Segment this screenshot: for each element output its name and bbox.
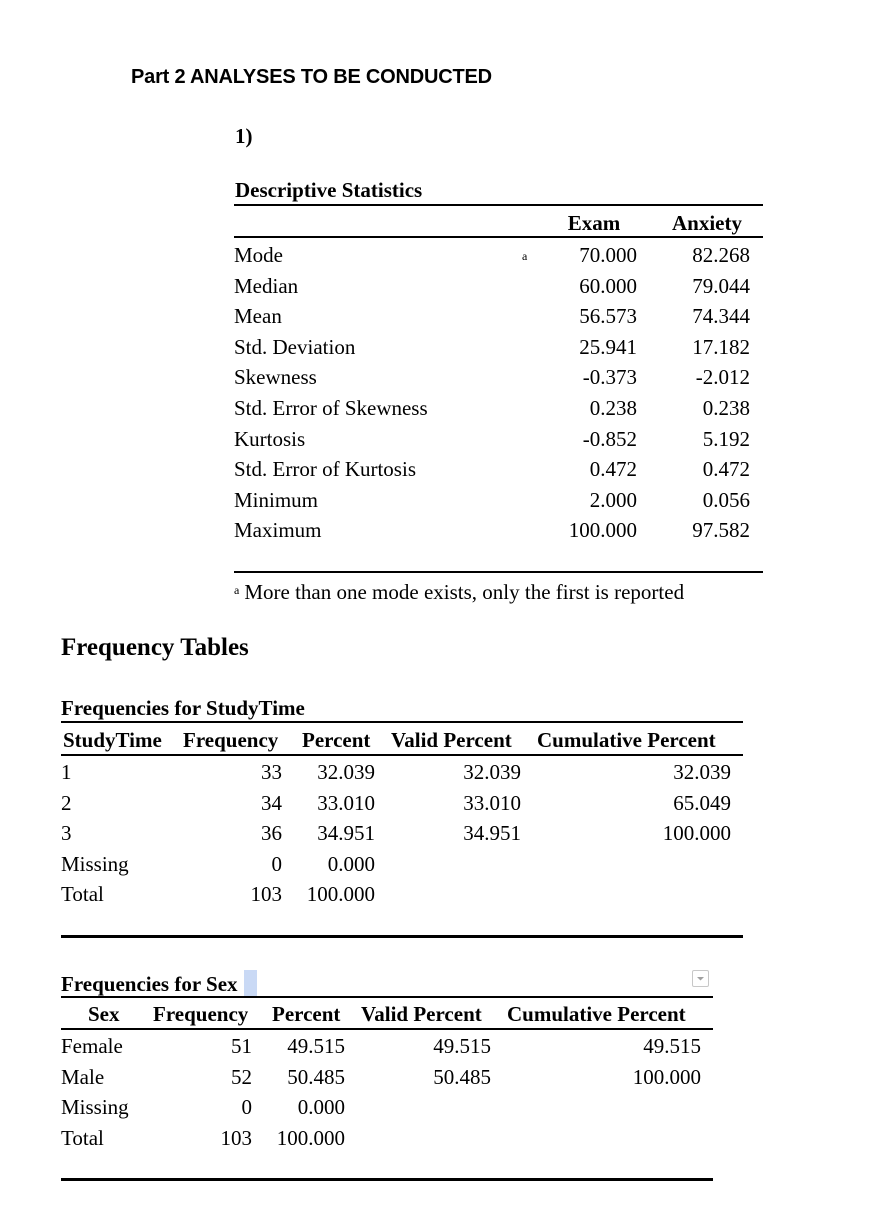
studytime-header-level: StudyTime: [63, 728, 162, 752]
percent-cell: 32.039: [317, 760, 375, 784]
row-label: Kurtosis: [234, 426, 306, 451]
exam-value: 56.573: [579, 304, 637, 329]
question-number: 1): [235, 124, 253, 148]
frequency-cell: 103: [250, 882, 282, 907]
sex-header-valid-percent: Valid Percent: [361, 1002, 482, 1026]
valid-percent-cell: 32.039: [463, 760, 521, 784]
studytime-header-rule: [61, 754, 743, 756]
level-cell: Missing: [61, 1095, 129, 1120]
row-label: Minimum: [234, 487, 319, 512]
sex-table-title: [61, 970, 257, 996]
studytime-bottom-rule: [61, 935, 743, 938]
frequency-cell: 0: [271, 851, 282, 876]
row-label: Std. Error of Kurtosis: [234, 457, 416, 482]
cumulative-percent-cell: 100.000: [662, 821, 731, 846]
text-cursor-selection: [244, 970, 257, 996]
row-label: Mode: [234, 243, 283, 267]
anxiety-value: 0.056: [702, 487, 750, 512]
level-cell: 3: [61, 821, 72, 846]
row-label: Maximum: [234, 518, 322, 543]
sex-header-cumulative-percent: Cumulative Percent: [507, 1002, 686, 1026]
exam-value: 70.000: [579, 243, 637, 267]
frequency-cell: 103: [220, 1125, 252, 1150]
frequency-cell: 34: [261, 790, 282, 815]
frequency-cell: 0: [241, 1095, 252, 1120]
mode-footnote-marker: a: [522, 249, 528, 263]
sex-header-level: Sex: [88, 1002, 120, 1026]
frequency-cell: 52: [231, 1064, 252, 1089]
cumulative-percent-cell: 65.049: [673, 790, 731, 815]
anxiety-value: -2.012: [695, 365, 750, 390]
level-cell: Total: [61, 1125, 104, 1150]
table-bottom-rule: [234, 571, 763, 573]
footnote-marker: a: [234, 583, 240, 597]
row-label: Median: [234, 273, 299, 298]
percent-cell: 33.010: [317, 790, 375, 815]
frequency-cell: 51: [231, 1034, 252, 1058]
anxiety-value: 79.044: [692, 273, 750, 298]
sex-top-rule: [61, 996, 713, 998]
studytime-header-percent: Percent: [302, 728, 371, 752]
sex-table-title-text: Frequencies for Sex: [61, 972, 238, 996]
cumulative-percent-cell: 32.039: [673, 760, 731, 784]
row-label: Mean: [234, 304, 282, 329]
table-top-rule: [234, 204, 763, 206]
level-cell: 1: [61, 760, 72, 784]
percent-cell: 0.000: [327, 851, 375, 876]
chevron-down-icon[interactable]: [692, 970, 709, 987]
percent-cell: 50.485: [287, 1064, 345, 1089]
frequency-cell: 36: [261, 821, 282, 846]
anxiety-value: 74.344: [692, 304, 750, 329]
column-header-anxiety: Anxiety: [672, 211, 742, 235]
valid-percent-cell: 50.485: [433, 1064, 491, 1089]
percent-cell: 100.000: [306, 882, 375, 907]
studytime-top-rule: [61, 721, 743, 723]
exam-value: 0.472: [589, 457, 637, 482]
percent-cell: 0.000: [297, 1095, 345, 1120]
header-rule: [234, 236, 763, 238]
studytime-table-title: Frequencies for StudyTime: [61, 696, 305, 720]
sex-header-frequency: Frequency: [153, 1002, 249, 1026]
descriptive-table-title: Descriptive Statistics: [235, 178, 423, 202]
exam-value: 2.000: [589, 487, 637, 512]
level-cell: Total: [61, 882, 104, 907]
studytime-header-frequency: Frequency: [183, 728, 279, 752]
sex-header-percent: Percent: [272, 1002, 341, 1026]
sex-bottom-rule: [61, 1178, 713, 1181]
valid-percent-cell: 49.515: [433, 1034, 491, 1058]
row-label: Std. Error of Skewness: [234, 396, 428, 420]
level-cell: Male: [61, 1064, 105, 1089]
column-header-exam: Exam: [567, 211, 621, 235]
frequency-tables-heading: Frequency Tables: [61, 634, 249, 661]
anxiety-value: 97.582: [692, 518, 750, 543]
level-cell: Missing: [61, 851, 129, 876]
descriptive-footnote: [234, 578, 684, 604]
row-label: Skewness: [234, 365, 317, 390]
row-label: Std. Deviation: [234, 334, 356, 359]
part-title: Part 2 ANALYSES TO BE CONDUCTED: [131, 66, 492, 88]
footnote-text: More than one mode exists, only the first is reported: [244, 580, 685, 604]
level-cell: Female: [61, 1034, 123, 1058]
anxiety-value: 17.182: [692, 334, 750, 359]
valid-percent-cell: 33.010: [463, 790, 521, 815]
exam-value: -0.373: [582, 365, 637, 390]
anxiety-value: 0.238: [702, 396, 750, 420]
frequency-cell: 33: [261, 760, 282, 784]
studytime-header-valid-percent: Valid Percent: [391, 728, 512, 752]
level-cell: 2: [61, 790, 72, 815]
exam-value: 60.000: [579, 273, 637, 298]
percent-cell: 100.000: [276, 1125, 345, 1150]
exam-value: 0.238: [589, 396, 637, 420]
anxiety-value: 82.268: [692, 243, 750, 267]
exam-value: 100.000: [568, 518, 637, 543]
percent-cell: 34.951: [317, 821, 375, 846]
anxiety-value: 0.472: [702, 457, 750, 482]
exam-value: -0.852: [582, 426, 637, 451]
sex-header-rule: [61, 1028, 713, 1030]
exam-value: 25.941: [579, 334, 637, 359]
cumulative-percent-cell: 100.000: [632, 1064, 701, 1089]
cumulative-percent-cell: 49.515: [643, 1034, 701, 1058]
valid-percent-cell: 34.951: [463, 821, 521, 846]
anxiety-value: 5.192: [702, 426, 750, 451]
studytime-header-cumulative-percent: Cumulative Percent: [537, 728, 716, 752]
percent-cell: 49.515: [287, 1034, 345, 1058]
